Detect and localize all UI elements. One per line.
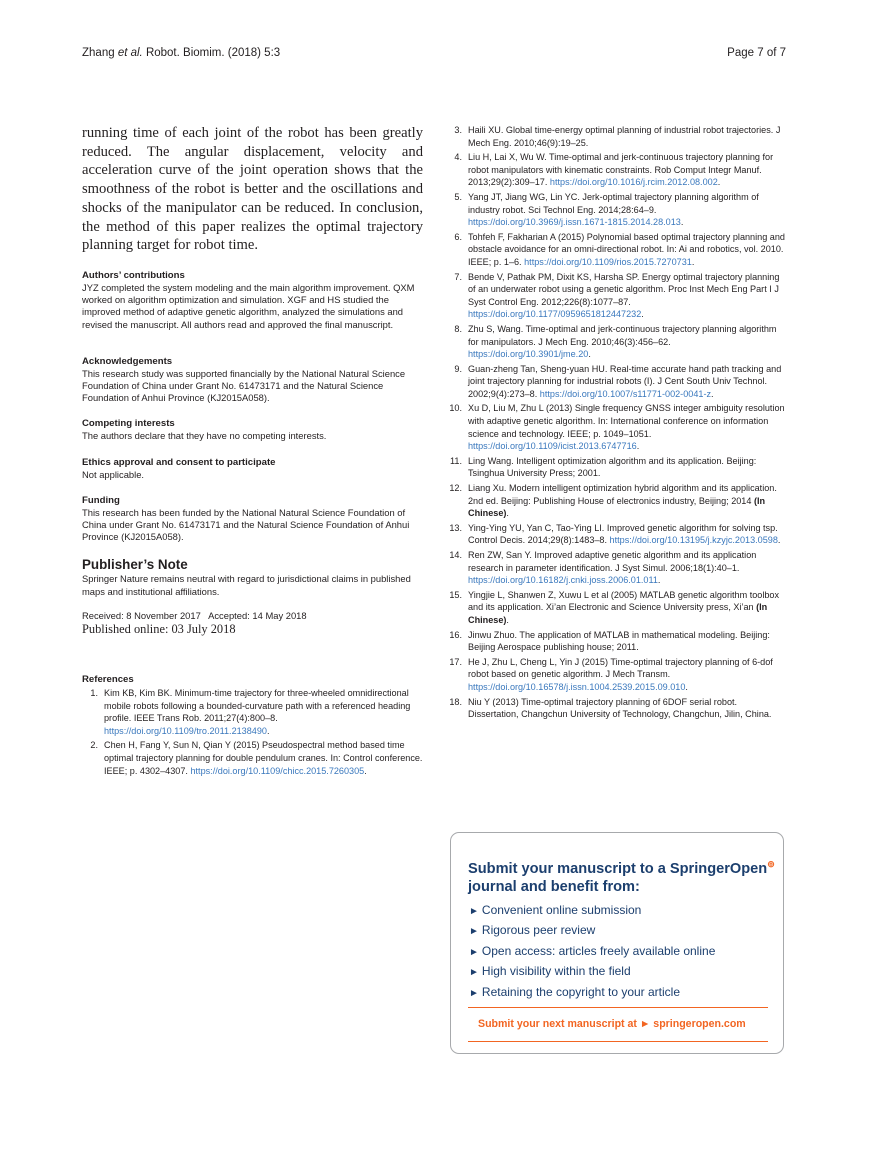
right-column [446, 124, 786, 723]
promo-benefits-list [469, 901, 715, 1003]
reference-number: 14. [449, 550, 462, 560]
section-heading: Authors’ contributions [82, 269, 185, 281]
reference-number: 17. [449, 656, 462, 667]
reference-punctuation: . [685, 681, 688, 692]
doi-link[interactable]: https://doi.org/10.3901/jme.20 [468, 349, 589, 360]
section-text: This research has been funded by the National Natural Science Foundation of China under Grant No. 61473171 and the Natural Science Foundation of Anhui Province (KJ2015A058). [82, 506, 410, 543]
reference-text: Chen H, Fang Y, Sun N, Qian Y (2015) Pseudospectral method based time optimal trajectory planning for double pendulum cranes. In: Control conference. IEEE; p. 4302–4307. [104, 740, 423, 776]
reference-punctuation: . [777, 535, 781, 546]
reference-punctuation: . [691, 256, 695, 267]
reference-number: 5. [454, 191, 462, 202]
reference-item [446, 231, 786, 269]
right-triangle-icon: ► [469, 906, 479, 917]
submit-manuscript-link[interactable]: Submit your next manuscript at ► springeropen.com [478, 1018, 746, 1030]
reference-text: Tohfeh F, Fakharian A (2015) Polynomial based optimal trajectory planning and obstacle avoidance for an omni-directional robot. In: Ai and robotics, vol. 2010. IEEE; p. 1–6. [468, 231, 785, 267]
reference-number: 2. [90, 740, 98, 751]
springeropen-logo-icon: ⊚ [767, 859, 775, 869]
authors-contributions-section [82, 270, 423, 331]
doi-link[interactable]: https://doi.org/10.1109/tro.2011.2138490 [104, 725, 267, 736]
reference-punctuation: . [506, 508, 509, 519]
publishers-note-section [82, 557, 423, 597]
section-heading: Competing interests [82, 418, 175, 430]
reference-item [446, 191, 786, 229]
reference-text: Liang Xu. Modern intelligent optimization hybrid algorithm and its application. 2nd ed. Beijing: Publishing House of electronics industry, Beijing; 2014 [468, 483, 777, 506]
section-heading: Acknowledgements [82, 355, 173, 367]
reference-number: 11. [450, 455, 462, 466]
reference-text: Xu D, Liu M, Zhu L (2013) Single frequency GNSS integer ambiguity resolution with adaptive genetic algorithm. In: International conference on information science and technology. IEEE; p. 1049–1051. [468, 403, 785, 439]
promo-benefit-item [469, 983, 715, 1003]
reference-text: Guan-zheng Tan, Sheng-yuan HU. Real-time accurate hand path tracking and joint trajectory planning for industrial robots (I). J Cent South Univ Technol. 2002;9(4):273–8. [468, 363, 782, 399]
section-heading: Funding [82, 494, 120, 506]
doi-link[interactable]: https://doi.org/10.16578/j.issn.1004.2539.2015.09.010 [468, 681, 686, 692]
doi-link[interactable]: https://doi.org/10.1109/chicc.2015.7260305 [190, 765, 365, 776]
doi-link[interactable]: https://doi.org/10.1109/icist.2013.6747716 [468, 441, 637, 452]
reference-item [446, 589, 786, 627]
reference-text: Yang JT, Jiang WG, Lin YC. Jerk-optimal trajectory planning algorithm of industry robot. Sci Technol Eng. 2014;28:64–9. [468, 191, 759, 215]
acknowledgements-section [82, 356, 423, 405]
section-text: Springer Nature remains neutral with regard to jurisdictional claims in published maps and institutional affiliations. [82, 573, 411, 597]
reference-text: Niu Y (2013) Time-optimal trajectory planning of 6DOF serial robot. Dissertation, Changchun University of Technology, Changchun, Jilin, China. [468, 696, 772, 720]
promo-benefit-item [469, 901, 715, 921]
reference-punctuation: . [266, 725, 270, 736]
reference-number: 18. [449, 696, 462, 707]
promo-benefit-item [469, 962, 715, 982]
promo-benefit-text: High visibility within the field [481, 964, 631, 979]
section-heading: Ethics approval and consent to participate [82, 456, 276, 468]
reference-item [446, 696, 786, 721]
reference-punctuation: . [657, 575, 661, 586]
reference-item [446, 656, 786, 694]
reference-number: 1. [90, 687, 98, 698]
reference-text: Kim KB, Kim BK. Minimum-time trajectory for three-wheeled omnidirectional mobile robots following a bounded-curvature path with a referenced heading profile. IEEE Trans Rob. 2011;27(4):800–8. [104, 687, 411, 724]
doi-link[interactable]: https://doi.org/10.1177/0959651812447232 [468, 309, 642, 320]
right-triangle-icon: ► [469, 967, 479, 979]
reference-text: Zhu S, Wang. Time-optimal and jerk-continuous trajectory planning algorithm for manipulators. J Mech Eng. 2010;46(3):456–62. [468, 323, 777, 347]
reference-item [446, 271, 786, 321]
reference-text: Liu H, Lai X, Wu W. Time-optimal and jerk-continuous trajectory planning for robot manipulators with kinematic constraints. Rob Comput Integr Manuf. 2013;29(2):309–17. [468, 152, 774, 188]
promo-divider-top [468, 1007, 768, 1008]
reference-text: Ling Wang. Intelligent optimization algorithm and its application. Beijing: Tsinghua University Press; 2001. [468, 455, 757, 479]
reference-punctuation: . [680, 217, 684, 228]
section-heading: Publisher’s Note [82, 557, 188, 573]
reference-item [446, 151, 786, 189]
promo-benefit-text: Convenient online submission [481, 903, 642, 917]
received-accepted-dates: Received: 8 November 2017 Accepted: 14 May 2018 [82, 609, 307, 621]
reference-item [446, 522, 786, 547]
section-text: Not applicable. [82, 468, 145, 480]
reference-punctuation: . [641, 309, 644, 320]
reference-number: 6. [454, 231, 462, 242]
reference-text: Bende V, Pathak PM, Dixit KS, Harsha SP. Energy optimal trajectory planning of an underwater robot using a genetic algorithm. Proc Inst Mech Eng Part I J Syst Control Eng. 2012;226(8):1077–87. [468, 271, 780, 307]
references-section [82, 674, 423, 777]
right-triangle-icon: ► [469, 946, 479, 958]
doi-link[interactable]: https://doi.org/10.3969/j.issn.1671-1815.2014.28.013 [468, 217, 681, 228]
doi-link[interactable]: https://doi.org/10.1109/rios.2015.7270731 [524, 256, 692, 267]
article-dates [82, 610, 423, 636]
reference-number: 15. [449, 589, 462, 600]
promo-benefit-item [469, 942, 715, 962]
body-paragraph: running time of each joint of the robot has been greatly reduced. The angular displacement, velocity and acceleration curve of the joint operation shows that the smoothness of the robot is better and the oscillations and shocks of the manipulator can be reduced. In conclusion, the method of this paper realizes the optimal trajectory planning target for robot time. [82, 125, 423, 254]
reference-item [446, 363, 786, 401]
promo-divider-bottom [468, 1041, 768, 1042]
page-number: Page 7 of 7 [727, 47, 786, 59]
left-column [82, 124, 423, 779]
right-triangle-icon: ► [469, 926, 479, 938]
section-text: JYZ completed the system modeling and the main algorithm improvement. QXM worked on algorithm optimization and simulation. XGF and HS studied the improved method of adaptive genetic algorithm, analyzed the simulations and revised the manuscript. All authors read and approved the final manuscript. [82, 281, 415, 330]
reference-number: 4. [454, 152, 462, 163]
reference-item [446, 482, 786, 520]
competing-interests-section [82, 418, 423, 442]
running-header: Zhang et al. Robot. Biomim. (2018) 5:3 [82, 47, 281, 59]
springeropen-promo-box [450, 832, 784, 1054]
section-text: The authors declare that they have no competing interests. [82, 430, 327, 442]
ethics-section [82, 457, 423, 481]
reference-item [82, 687, 423, 737]
reference-number: 13. [449, 522, 462, 533]
reference-item [446, 402, 786, 452]
reference-language-note: (In Chinese) [468, 602, 768, 625]
reference-item [446, 455, 786, 480]
reference-text: Jinwu Zhuo. The application of MATLAB in mathematical modeling. Beijing: Beijing Aerospace publishing house; 2011. [468, 629, 770, 653]
doi-link[interactable]: https://doi.org/10.16182/j.cnki.joss.2006.01.011 [468, 575, 658, 586]
reference-text: Haili XU. Global time-energy optimal planning of industrial robot trajectories. J Mech Eng. 2010;46(9):19–25. [468, 125, 781, 148]
reference-item [446, 549, 786, 587]
doi-link[interactable]: https://doi.org/10.1007/s11771-002-0041-z [539, 388, 712, 399]
promo-benefit-text: Rigorous peer review [481, 923, 596, 938]
reference-punctuation: . [364, 765, 367, 776]
funding-section [82, 495, 423, 544]
reference-text: He J, Zhu L, Cheng L, Yin J (2015) Time-optimal trajectory planning of 6-dof robot based on genetic algorithm. J Mech Transm. [468, 656, 773, 680]
reference-list [82, 687, 423, 777]
reference-punctuation: . [711, 388, 714, 399]
reference-text: Ying-Ying YU, Yan C, Tao-Ying LI. Improved genetic algorithm for solving tsp. Control Decis. 2014;29(8):1483–8. [468, 522, 778, 546]
reference-item [82, 739, 423, 777]
reference-number: 10. [449, 403, 462, 414]
reference-number: 3. [454, 125, 462, 135]
right-triangle-icon: ► [469, 987, 479, 999]
reference-text: Ren ZW, San Y. Improved adaptive genetic algorithm and its application research in parameter identification. J Syst Simul. 2006;18(1):40–1. [468, 550, 757, 573]
reference-item [446, 629, 786, 654]
reference-item [446, 124, 786, 149]
section-text: This research study was supported financially by the National Natural Science Foundation of China under Grant No. 61473171 and the Natural Science Foundation of Anhui Province (KJ2015A058). [82, 367, 406, 404]
promo-benefit-text: Retaining the copyright to your article [481, 984, 681, 999]
doi-link[interactable]: https://doi.org/10.1016/j.rcim.2012.08.002 [549, 177, 718, 188]
reference-number: 16. [449, 629, 462, 640]
reference-number: 12. [449, 483, 462, 494]
promo-title: Submit your manuscript to a SpringerOpen⊚ journal and benefit from: [468, 859, 775, 895]
reference-number: 7. [454, 271, 462, 282]
reference-list-continued [446, 124, 786, 721]
doi-link[interactable]: https://doi.org/10.13195/j.kzyjc.2013.0598 [609, 535, 778, 546]
reference-number: 9. [454, 363, 462, 374]
published-date: Published online: 03 July 2018 [82, 621, 236, 636]
reference-punctuation: . [717, 177, 721, 188]
reference-item [446, 323, 786, 361]
promo-benefit-text: Open access: articles freely available online [481, 943, 716, 958]
reference-punctuation: . [588, 349, 591, 360]
promo-benefit-item [469, 921, 715, 941]
reference-punctuation: . [506, 614, 509, 625]
reference-number: 8. [454, 323, 462, 334]
reference-punctuation: . [636, 441, 640, 452]
references-heading: References [82, 673, 134, 685]
reference-language-note: (In Chinese) [468, 495, 766, 519]
reference-text: Yingjie L, Shanwen Z, Xuwu L et al (2005) MATLAB genetic algorithm toolbox and its application. Xi’an Electronic and Science University press, Xi’an [468, 589, 780, 613]
